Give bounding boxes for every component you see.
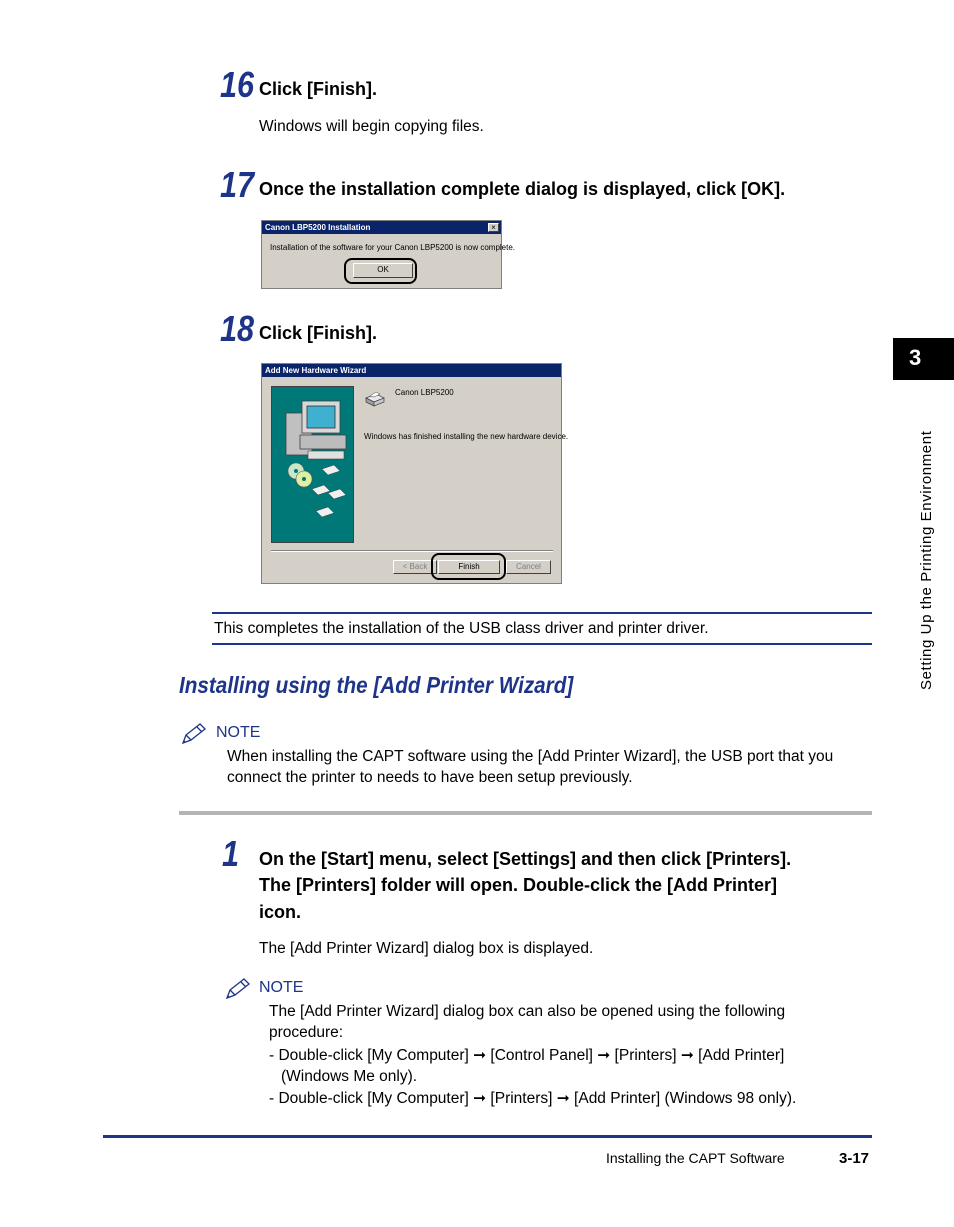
dialog-titlebar: Canon LBP5200 Installation bbox=[262, 221, 501, 234]
wizard-illustration bbox=[271, 386, 354, 543]
back-button[interactable]: < Back bbox=[393, 560, 437, 574]
wizard-message: Windows has finished installing the new hardware device. bbox=[364, 432, 569, 441]
step-title-17: Once the installation complete dialog is displayed, click [OK]. bbox=[259, 179, 786, 199]
computer-cd-icon bbox=[272, 387, 353, 542]
note-label: NOTE bbox=[216, 724, 261, 741]
step-title-line: icon. bbox=[259, 902, 302, 922]
dialog-message: Installation of the software for your Canon LBP5200 is now complete. bbox=[270, 243, 516, 252]
ok-button[interactable]: OK bbox=[353, 263, 413, 278]
printer-icon bbox=[364, 388, 386, 408]
wizard-divider bbox=[271, 550, 553, 552]
footer-rule bbox=[103, 1135, 872, 1138]
chapter-side-label: Setting Up the Printing Environment bbox=[918, 430, 935, 690]
hardware-wizard-dialog bbox=[261, 363, 569, 584]
step-desc-16: Windows will begin copying files. bbox=[259, 118, 484, 135]
step-title-16: Click [Finish]. bbox=[259, 79, 378, 99]
section-separator bbox=[179, 811, 872, 815]
note-list-item-cont: (Windows Me only). bbox=[281, 1068, 418, 1085]
step-number-16: 16 bbox=[220, 64, 255, 105]
step-desc-1: The [Add Printer Wizard] dialog box is displayed. bbox=[259, 940, 594, 957]
note-label: NOTE bbox=[259, 979, 304, 996]
divider-top bbox=[212, 612, 872, 614]
step-title-line: The [Printers] folder will open. Double-click the [Add Printer] bbox=[259, 875, 778, 895]
pencil-icon bbox=[180, 722, 208, 746]
note-text-line: The [Add Printer Wizard] dialog box can also be opened using the following bbox=[269, 1003, 786, 1020]
footer-title: Installing the CAPT Software bbox=[606, 1150, 785, 1166]
note-text-line: When installing the CAPT software using the [Add Printer Wizard], the USB port that you bbox=[227, 748, 834, 765]
wizard-device-name: Canon LBP5200 bbox=[395, 388, 454, 397]
step-number-1: 1 bbox=[222, 833, 240, 874]
highlight-ring-ok bbox=[344, 258, 417, 284]
chapter-tab bbox=[893, 338, 954, 380]
completion-text: This completes the installation of the USB class driver and printer driver. bbox=[214, 620, 709, 637]
chapter-number: 3 bbox=[909, 345, 922, 370]
note-text-line: connect the printer to needs to have been setup previously. bbox=[227, 769, 633, 786]
step-title-line: On the [Start] menu, select [Settings] and then click [Printers]. bbox=[259, 849, 792, 869]
note-text-line: procedure: bbox=[269, 1024, 344, 1041]
step-number-18: 18 bbox=[220, 308, 255, 349]
dialog-titlebar: Add New Hardware Wizard bbox=[262, 364, 561, 377]
section-title: Installing using the [Add Printer Wizard] bbox=[179, 672, 574, 698]
page-number: 3-17 bbox=[839, 1150, 870, 1167]
step-number-17: 17 bbox=[220, 164, 255, 205]
divider-bottom bbox=[212, 643, 872, 645]
close-icon[interactable]: × bbox=[488, 223, 499, 232]
note-list-item: - Double-click [My Computer] ➞ [Printers] ➞ [Add Printer] (Windows 98 only). bbox=[269, 1090, 797, 1107]
pencil-icon bbox=[224, 977, 252, 1001]
highlight-ring-finish bbox=[431, 553, 506, 580]
cancel-button[interactable]: Cancel bbox=[506, 560, 551, 574]
note-list-item: - Double-click [My Computer] ➞ [Control Panel] ➞ [Printers] ➞ [Add Printer] bbox=[269, 1047, 785, 1064]
step-title-18: Click [Finish]. bbox=[259, 323, 378, 343]
finish-button[interactable]: Finish bbox=[438, 560, 500, 574]
